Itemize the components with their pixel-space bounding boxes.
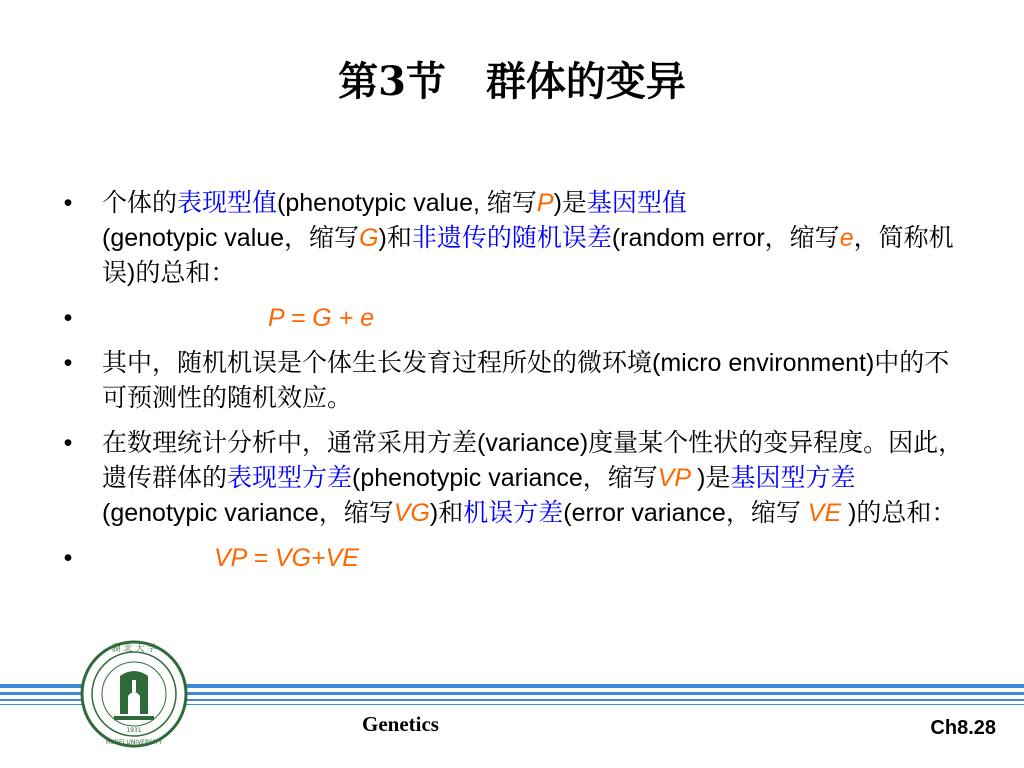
stripe bbox=[0, 704, 82, 705]
bullet-item-phenotypic-value bbox=[58, 186, 968, 291]
footer-slide-number: Ch8.28 bbox=[930, 717, 996, 739]
bullet-list bbox=[58, 186, 968, 586]
logo-top-text: 湖 北 大 学 bbox=[111, 644, 157, 654]
stripe bbox=[0, 684, 82, 688]
bullet-text: )和 bbox=[378, 224, 412, 252]
bullet-item-formula-p bbox=[58, 301, 968, 336]
bullet-text: )的总和： bbox=[848, 499, 957, 527]
bullet-marker: • bbox=[63, 304, 73, 332]
slide-title: 第3节 群体的变异 bbox=[338, 58, 686, 105]
bullet-text: )和 bbox=[429, 499, 464, 527]
term-phenotypic-variance: 表现型方差 bbox=[227, 464, 353, 492]
stripe bbox=[184, 699, 1024, 701]
symbol-p: P bbox=[536, 189, 554, 217]
term-error-variance: 机误方差 bbox=[463, 499, 564, 527]
footer-right-stripes bbox=[184, 684, 1024, 708]
bullet-marker: • bbox=[63, 544, 73, 572]
bullet-text: (genotypic value，缩写 bbox=[102, 224, 360, 252]
bullet-text: (genotypic variance，缩写 bbox=[102, 499, 394, 527]
bullet-text: (random error，缩写 bbox=[611, 224, 840, 252]
hubei-university-logo bbox=[80, 636, 188, 752]
formula-vp-equals-vg-plus-ve: VP = VG+VE bbox=[214, 544, 359, 572]
bullet-marker: • bbox=[63, 349, 73, 377]
bullet-text: (error variance，缩写 bbox=[563, 499, 808, 527]
term-phenotypic-value: 表现型值 bbox=[177, 189, 278, 217]
bullet-marker: • bbox=[63, 429, 73, 457]
bullet-marker: • bbox=[63, 189, 73, 217]
logo-bottom-text: HUBEI UNIVERSITY bbox=[105, 739, 163, 746]
symbol-vp: VP bbox=[657, 464, 698, 492]
bullet-text: (phenotypic variance，缩写 bbox=[352, 464, 658, 492]
symbol-e: e bbox=[839, 224, 854, 252]
bullet-text: (phenotypic value, 缩写 bbox=[277, 189, 537, 217]
bullet-text: 在数理统计分析中，通常采用方差(variance)度量某个性状的变异程度。因此，遗传群体的 bbox=[102, 429, 964, 492]
symbol-vg: VG bbox=[393, 499, 430, 527]
bullet-text: 个体的 bbox=[102, 189, 178, 217]
stripe bbox=[184, 692, 1024, 695]
bullet-text: 其中，随机机误是个体生长发育过程所处的微环境(micro environment)中的不可预测性的随机效应。 bbox=[102, 349, 950, 412]
logo-year: 1931 bbox=[126, 727, 142, 734]
stripe bbox=[184, 684, 1024, 688]
footer-left-stripes bbox=[0, 684, 82, 708]
bullet-item-formula-vp bbox=[58, 541, 968, 576]
footer-course-name: Genetics bbox=[362, 712, 439, 736]
bullet-text: )是 bbox=[697, 464, 731, 492]
bullet-text: ，简称机误)的总和： bbox=[102, 224, 954, 287]
bullet-item-variance bbox=[58, 426, 968, 531]
stripe bbox=[184, 704, 1024, 705]
bullet-item-micro-environment bbox=[58, 346, 968, 416]
stripe bbox=[0, 699, 82, 701]
bullet-text: )是 bbox=[553, 189, 587, 217]
formula-p-equals-g-plus-e: P = G + e bbox=[268, 304, 375, 332]
symbol-g: G bbox=[359, 224, 379, 252]
stripe bbox=[0, 692, 82, 695]
term-genotypic-variance: 基因型方差 bbox=[730, 464, 856, 492]
term-genotypic-value: 基因型值 bbox=[586, 189, 687, 217]
term-random-error: 非遗传的随机误差 bbox=[411, 224, 612, 252]
symbol-ve: VE bbox=[807, 499, 849, 527]
